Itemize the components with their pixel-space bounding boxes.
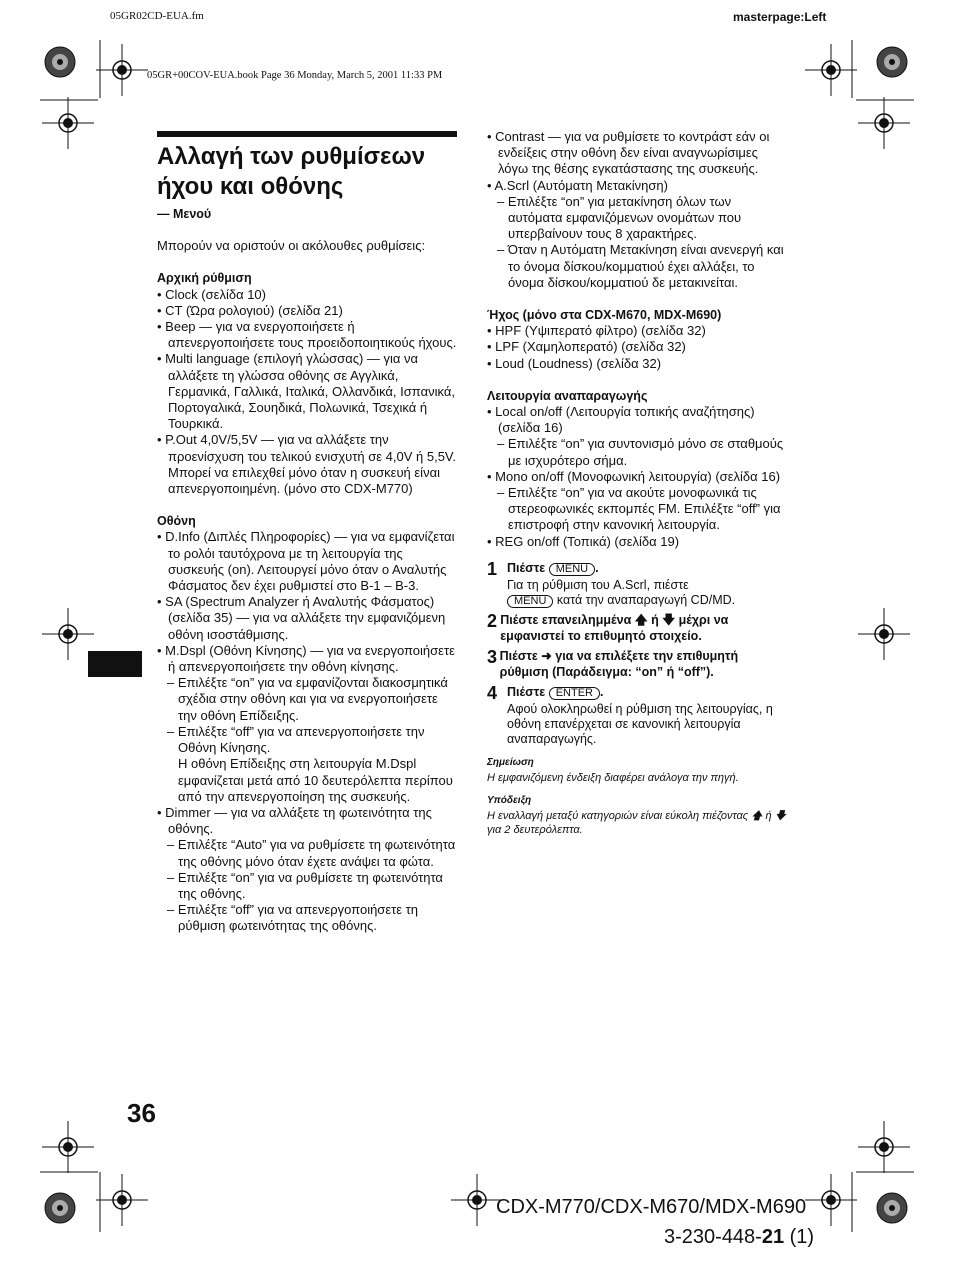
arrow-up-icon: 🡅: [634, 612, 648, 627]
list-item: • A.Scrl (Αυτόματη Μετακίνηση): [487, 177, 668, 193]
note-heading: Σημείωση: [487, 756, 534, 768]
arrow-down-icon: 🡇: [662, 612, 676, 627]
crosshair-icon: [805, 1174, 857, 1226]
sub-item: – Επιλέξτε “on” για να εμφανίζονται διακοσμητικά σχέδια στην οθόνη και για να ενεργοποιήσετε την οθόνη Επίδειξης.: [167, 675, 448, 723]
subtitle: — Μενού: [157, 207, 212, 221]
arrow-down-icon: 🡇: [774, 810, 786, 823]
arrow-right-icon: ➜: [541, 648, 552, 663]
section-tab: [88, 651, 142, 677]
page-title: Αλλαγή των ρυθμίσεων ήχου και οθόνης: [157, 143, 426, 200]
file-name: 05GR02CD-EUA.fm: [110, 10, 204, 22]
list-item: • Beep — για να ενεργοποιήσετε ή απενεργοποιήσετε τους προειδοποιητικούς ήχους.: [157, 319, 457, 351]
list-item: • M.Dspl (Οθόνη Κίνησης) — για να ενεργοποιήσετε ή απενεργοποιήσετε την οθόνη κίνησης.: [157, 642, 455, 675]
hint-text: Η εναλλαγή μεταξύ κατηγοριών είναι εύκολη πιέζοντας 🡅 ή 🡇 για 2 δευτερόλεπτα.: [487, 810, 786, 837]
star-mark-icon: [877, 47, 907, 77]
section-heading-sound: Ήχος (μόνο στα CDX-M670, MDX-M690): [487, 308, 722, 323]
crosshair-icon: [858, 97, 910, 149]
list-item: • REG on/off (Τοπικά) (σελίδα 19): [487, 533, 680, 549]
crosshair-icon: [42, 1121, 94, 1173]
crosshair-icon: [96, 1174, 148, 1226]
crosshair-icon: [805, 44, 857, 96]
right-column: [487, 129, 787, 837]
sub-item: – Όταν η Αυτόματη Μετακίνηση είναι ανενεργή και το όνομα δίσκου/κομματιού έχει αλλάξει, το όνομα δίσκου/κομματιού δε μετακινείται.: [497, 242, 784, 290]
step-2: 2 Πιέστε επανειλημμένα 🡅 ή 🡇 μέχρι να εμφανιστεί το επιθυμητό στοιχείο.: [487, 610, 729, 643]
list-item: • Multi language (επιλογή γλώσσας) — για να αλλάξετε τη γλώσσα οθόνης σε Αγγλικά, Γερμανικά, Γαλλικά, Ιταλικά, Ολλανδικά, Ισπανικά, Πορτογαλικά, Σουηδικά, Πολωνικά, Τσεχικά ή Τουρκικά.: [157, 351, 455, 432]
masterpage-label: masterpage:Left: [733, 10, 827, 24]
list-item: • Mono on/off (Μονοφωνική λειτουργία) (σελίδα 16): [487, 468, 781, 484]
sub-item: – Επιλέξτε “on” για μετακίνηση όλων των αυτόματα εμφανιζόμενων ονομάτων που υπερβαίνουν τους 8 χαρακτήρες.: [497, 193, 742, 242]
sub-item: – Επιλέξτε “on” για συντονισμό μόνο σε σταθμούς με ισχυρότερο σήμα.: [497, 436, 784, 468]
list-item: • HPF (Υψιπερατό φίλτρο) (σελίδα 32): [487, 323, 706, 339]
star-mark-icon: [877, 1193, 907, 1223]
sub-note: Η οθόνη Επίδειξης στη λειτουργία M.Dspl εμφανίζεται μετά από 10 δευτερόλεπτα περίπου από την απενεργοποίηση της συσκευής.: [178, 756, 453, 804]
crosshair-icon: [42, 608, 94, 660]
section-heading-display: Οθόνη: [157, 514, 196, 529]
list-item: • Dimmer — για να αλλάξετε τη φωτεινότητα της οθόνης.: [157, 804, 432, 837]
list-item: • LPF (Χαμηλοπερατό) (σελίδα 32): [487, 339, 686, 355]
section-heading-initial: Αρχική ρύθμιση: [157, 271, 252, 286]
list-item: • P.Out 4,0V/5,5V — για να αλλάξετε την προενίσχυση του τελικού ενισχυτή σε 4,0V ή 5,5V. Μπορεί να επιλεχθεί μόνο όταν η συσκευή είναι απενεργοποιημένη. (μόνο στο CDX-M770): [157, 432, 457, 497]
list-item: • SA (Spectrum Analyzer ή Αναλυτής Φάσματος) (σελίδα 35) — για να αλλάξετε την εμφανιζόμενη οθόνη ισοστάθμισης.: [157, 594, 446, 642]
menu-key-icon: MENU: [507, 595, 553, 608]
menu-key-icon: MENU: [549, 563, 595, 576]
sub-item: – Επιλέξτε “on” για να ρυθμίσετε τη φωτεινότητα της οθόνης.: [167, 869, 443, 901]
step-3: 3 Πιέστε ➜ για να επιλέξετε την επιθυμητή ρύθμιση (Παράδειγμα: “on” ή “off”).: [487, 646, 739, 679]
model-number: CDX-M770/CDX-M670/MDX-M690: [496, 1196, 807, 1218]
hint-heading: Υπόδειξη: [487, 795, 532, 807]
crosshair-icon: [858, 1121, 910, 1173]
step-4-detail: Αφού ολοκληρωθεί η ρύθμιση της λειτουργίας, η οθόνη επανέρχεται σε κανονική λειτουργία αναπαραγωγής.: [507, 701, 773, 746]
sub-item: – Επιλέξτε “Auto” για να ρυθμίσετε τη φωτεινότητα της οθόνης μόνο όταν έχετε ανάψει τα φώτα.: [167, 837, 456, 869]
intro-text: Μπορούν να οριστούν οι ακόλουθες ρυθμίσεις:: [157, 238, 426, 254]
title-rule: [157, 131, 457, 137]
list-item: • CT (Ώρα ρολογιού) (σελίδα 21): [157, 302, 343, 318]
list-item: • D.Info (Διπλές Πληροφορίες) — για να εμφανίζεται το ρολόι ταυτόχρονα με τη λειτουργία της συσκευής (on). Λειτουργεί μόνο όταν ο Αναλυτής Φάσματος δεν έχει ρυθμιστεί στο B-1 – B-3.: [157, 529, 455, 594]
step-1-detail: Για τη ρύθμιση του A.Scrl, πιέστε MENU κατά την αναπαραγωγή CD/MD.: [507, 577, 736, 607]
list-item: • Clock (σελίδα 10): [157, 286, 266, 302]
star-mark-icon: [45, 1193, 75, 1223]
crosshair-icon: [96, 44, 148, 96]
book-info: 05GR+00COV-EUA.book Page 36 Monday, March 5, 2001 11:33 PM: [147, 70, 443, 81]
section-heading-playback: Λειτουργία αναπαραγωγής: [487, 388, 648, 403]
page-number: 36: [127, 1098, 156, 1128]
sub-item: – Επιλέξτε “off” για να απενεργοποιήσετε την Οθόνη Κίνησης.: [167, 723, 425, 756]
step-4: 4 Πιέστε ENTER .: [487, 682, 604, 703]
enter-key-icon: ENTER: [549, 687, 600, 700]
list-item: • Contrast — για να ρυθμίσετε το κοντράστ εάν οι ενδείξεις στην οθόνη δεν είναι αναγνωρίσιμες λόγω της θέσης εγκατάστασης της συσκευής.: [487, 129, 770, 177]
part-number: 3-230-448-21 (1): [664, 1226, 815, 1248]
left-column: [157, 206, 457, 935]
star-mark-icon: [45, 47, 75, 77]
crosshair-icon: [858, 608, 910, 660]
crosshair-icon: [42, 97, 94, 149]
sub-item: – Επιλέξτε “off” για να απενεργοποιήσετε τη ρύθμιση φωτεινότητας της οθόνης.: [167, 902, 419, 934]
list-item: • Loud (Loudness) (σελίδα 32): [487, 355, 662, 371]
note-text: Η εμφανιζόμενη ένδειξη διαφέρει ανάλογα την πηγή.: [487, 772, 739, 785]
sub-item: – Επιλέξτε “on” για να ακούτε μονοφωνικά τις στερεοφωνικές εκπομπές FM. Επιλέξτε “off” για επιστροφή στην κανονική λειτουργία.: [497, 485, 781, 533]
list-item: • Local on/off (Λειτουργία τοπικής αναζήτησης) (σελίδα 16): [487, 404, 755, 436]
arrow-up-icon: 🡅: [751, 810, 763, 823]
step-1: 1 Πιέστε MENU .: [487, 558, 599, 579]
